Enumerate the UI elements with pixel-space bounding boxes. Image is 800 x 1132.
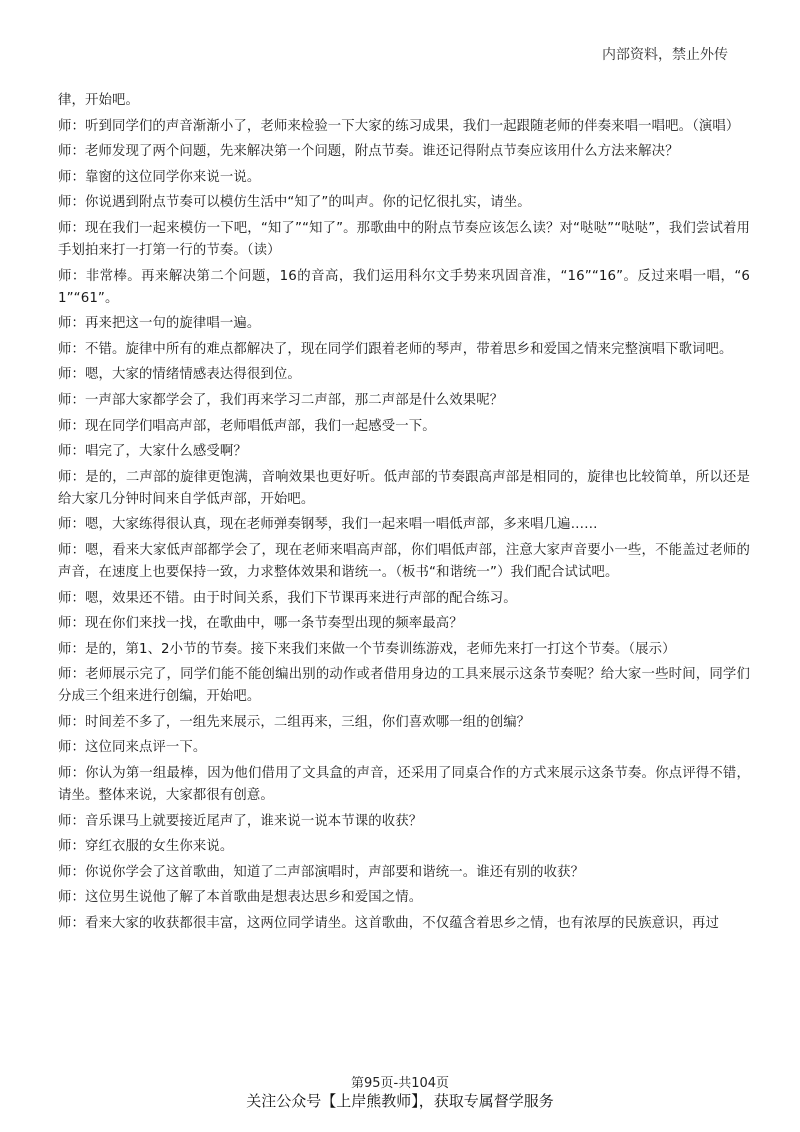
paragraph: 师：这位同来点评一下。 (58, 740, 207, 756)
paragraph: 师：现在同学们唱高声部，老师唱低声部，我们一起感受一下。 (58, 418, 436, 434)
paragraph: 师：听到同学们的声音渐渐小了，老师来检验一下大家的练习成果，我们一起跟随老师的伴奏来唱一唱吧。（演唱） (58, 118, 740, 134)
paragraph: 师：嗯，大家练得很认真，现在老师弹奏钢琴，我们一起来唱一唱低声部，多来唱几遍…… (58, 517, 598, 533)
paragraph: 师：音乐课马上就要接近尾声了，谁来说一说本节课的收获？ (58, 813, 423, 829)
paragraph: 师：你说遇到附点节奏可以模仿生活中“知了”的叫声。你的记忆很扎实，请坐。 (58, 195, 531, 211)
paragraph: 师：非常棒。再来解决第二个问题，16的音高，我们运用科尔文手势来巩固音准，“16”“16”。反过来唱一唱，“61”“61”。 (58, 268, 750, 306)
header-note: 内部资料，禁止外传 (602, 47, 728, 63)
paragraph: 师：这位男生说他了解了本首歌曲是想表达思乡和爱国之情。 (58, 890, 423, 906)
page-number: 第95页-共104页 (350, 1076, 450, 1091)
paragraph: 师：时间差不多了，一组先来展示，二组再来，三组，你们喜欢哪一组的创编？ (58, 714, 531, 730)
paragraph: 师：不错。旋律中所有的难点都解决了，现在同学们跟着老师的琴声，带着思乡和爱国之情来完整演唱下歌词吧。 (58, 341, 733, 357)
footer-promo: 关注公众号【上岸熊教师】，获取专属督学服务 (246, 1092, 554, 1110)
paragraph: 师：嗯，大家的情绪情感表达得很到位。 (58, 367, 301, 383)
paragraph: 师：唱完了，大家什么感受啊？ (58, 444, 247, 460)
paragraph: 师：老师发现了两个问题，先来解决第一个问题，附点节奏。谁还记得附点节奏应该用什么方法来解决？ (58, 144, 679, 160)
paragraph: 师：靠窗的这位同学你来说一说。 (58, 169, 261, 185)
paragraph: 师：你说你学会了这首歌曲，知道了二声部演唱时，声部要和谐统一。谁还有别的收获？ (58, 864, 585, 880)
paragraph: 律，开始吧。 (58, 93, 139, 108)
document-body (58, 90, 750, 939)
paragraph: 师：嗯，看来大家低声部都学会了，现在老师来唱高声部，你们唱低声部，注意大家声音要小一些，不能盖过老师的声音，在速度上也要保持一致，力求整体效果和谐统一。（板书“和谐统一”）我们配合试试吧。 (58, 542, 750, 580)
paragraph: 师：再来把这一句的旋律唱一遍。 (58, 316, 261, 332)
paragraph: 师：现在你们来找一找，在歌曲中，哪一条节奏型出现的频率最高？ (58, 616, 463, 632)
paragraph: 师：现在我们一起来模仿一下吧，“知了”“知了”。那歌曲中的附点节奏应该怎么读？对“哒哒”“哒哒”，我们尝试着用手划拍来打一打第一行的节奏。（读） (58, 220, 750, 258)
paragraph: 师：是的，二声部的旋律更饱满，音响效果也更好听。低声部的节奏跟高声部是相同的，旋律也比较简单，所以还是给大家几分钟时间来自学低声部，开始吧。 (58, 469, 750, 507)
paragraph: 师：老师展示完了，同学们能不能创编出别的动作或者借用身边的工具来展示这条节奏呢？给大家一些时间，同学们分成三个组来进行创编，开始吧。 (58, 667, 750, 705)
paragraph: 师：你认为第一组最棒，因为他们借用了文具盒的声音，还采用了同桌合作的方式来展示这条节奏。你点评得不错，请坐。整体来说，大家都很有创意。 (58, 766, 750, 804)
paragraph: 师：是的，第1、2小节的节奏。接下来我们来做一个节奏训练游戏，老师先来打一打这个节奏。（展示） (58, 641, 676, 657)
paragraph: 师：嗯，效果还不错。由于时间关系，我们下节课再来进行声部的配合练习。 (58, 590, 517, 606)
paragraph: 师：穿红衣服的女生你来说。 (58, 839, 234, 855)
paragraph: 师：一声部大家都学会了，我们再来学习二声部，那二声部是什么效果呢？ (58, 392, 504, 408)
paragraph: 师：看来大家的收获都很丰富，这两位同学请坐。这首歌曲，不仅蕴含着思乡之情，也有浓厚的民族意识，再过 (58, 916, 720, 932)
